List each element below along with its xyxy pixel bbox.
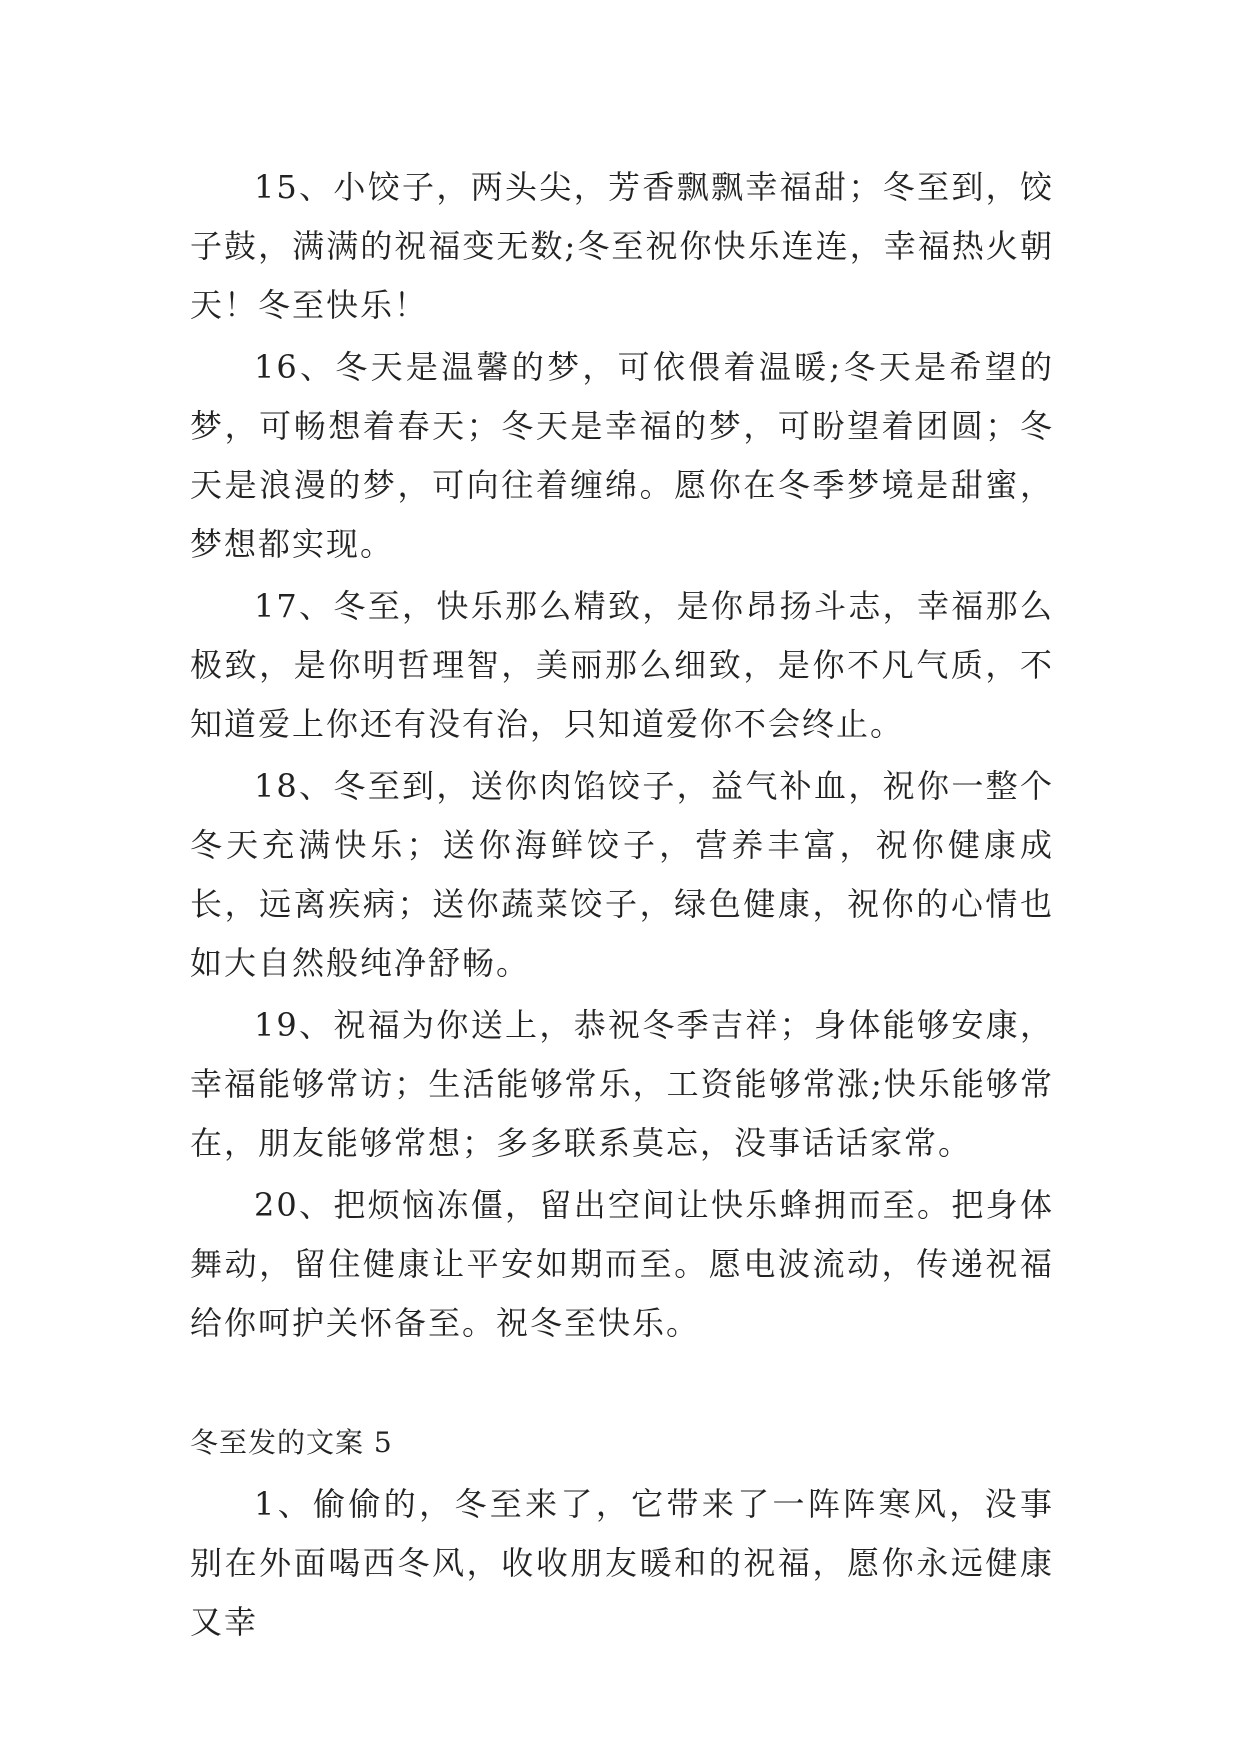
- document-page: [190, 158, 1054, 1655]
- paragraph-1: 1、偷偷的，冬至来了，它带来了一阵阵寒风，没事别在外面喝西冬风，收收朋友暖和的祝福，愿你永远健康又幸: [190, 1485, 1054, 1641]
- paragraph-15: 15、小饺子，两头尖，芳香飘飘幸福甜；冬至到，饺子鼓，满满的祝福变无数;冬至祝你快乐连连，幸福热火朝天！冬至快乐！: [190, 168, 1054, 324]
- paragraph-16: 16、冬天是温馨的梦，可依偎着温暖;冬天是希望的梦，可畅想着春天；冬天是幸福的梦，可盼望着团圆；冬天是浪漫的梦，可向往着缠绵。愿你在冬季梦境是甜蜜，梦想都实现。: [190, 348, 1054, 563]
- paragraph-18: 18、冬至到，送你肉馅饺子，益气补血，祝你一整个冬天充满快乐；送你海鲜饺子，营养丰富，祝你健康成长，远离疾病；送你蔬菜饺子，绿色健康，祝你的心情也如大自然般纯净舒畅。: [190, 767, 1054, 982]
- paragraph-20: 20、把烦恼冻僵，留出空间让快乐蜂拥而至。把身体舞动，留住健康让平安如期而至。愿电波流动，传递祝福给你呵护关怀备至。祝冬至快乐。: [190, 1186, 1054, 1342]
- paragraph-19: 19、祝福为你送上，恭祝冬季吉祥；身体能够安康，幸福能够常访；生活能够常乐，工资能够常涨;快乐能够常在，朋友能够常想；多多联系莫忘，没事话话家常。: [190, 1006, 1054, 1162]
- section-heading: 冬至发的文案 5: [190, 1426, 393, 1459]
- paragraph-17: 17、冬至，快乐那么精致，是你昂扬斗志，幸福那么极致，是你明哲理智，美丽那么细致，是你不凡气质，不知道爱上你还有没有治，只知道爱你不会终止。: [190, 587, 1054, 743]
